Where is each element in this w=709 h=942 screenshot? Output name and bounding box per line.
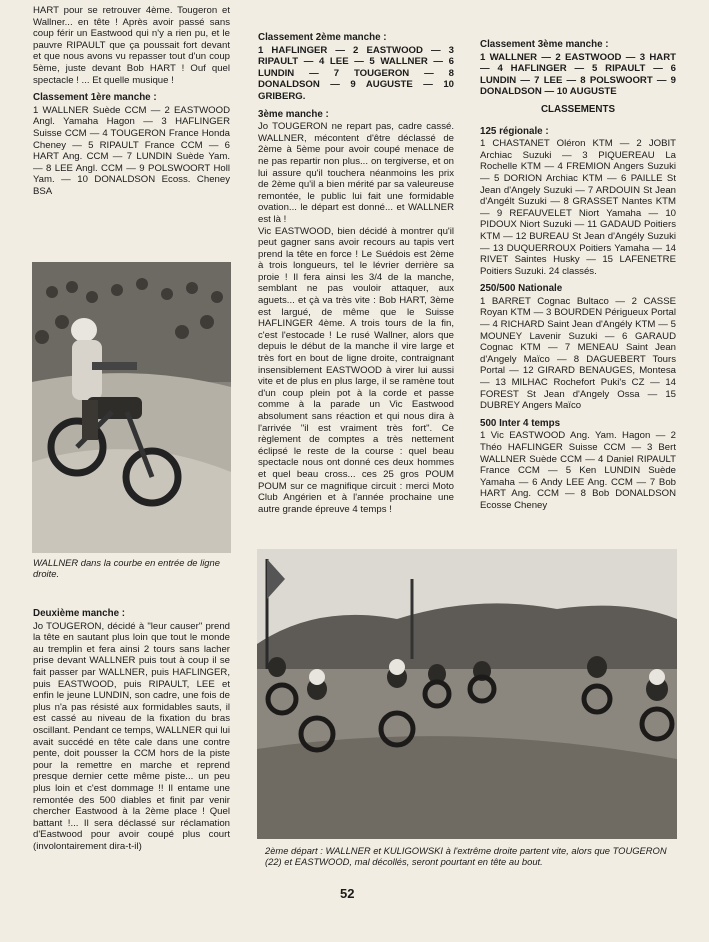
manche-2-title: Deuxième manche : — [33, 608, 126, 619]
classements-heading: CLASSEMENTS — [540, 103, 616, 115]
photo-start-illustration — [257, 549, 677, 839]
manche-2-text: Jo TOUGERON, décidé à "leur causer" prend la tête en sautant plus loin que tout le monde au tremplin et fera ainsi 2 tours sans lacher prise devant WALLNER puis tout à coup il se fait passer par WALLNER, puis HAFLINGER, puis EASTWOOD, puis RIPAULT, LEE et enfin le jeune LUNDIN, son cadre, une fois de plus n'a pas résisté aux formidables sauts, il est cassé au niveau de la fixation du bras oscillant. Pendant ce temps, WALLNER qui lui avait succédé en tête cale dans une contre pente, doit pousser la CCM hors de la piste pour la remettre en marche et reprend presque dernier cette même piste... un peu plus loin et c'est dommage !! Il entame une remontée des 500 diables et finit par venir chercher Eastwood à la 2ème place ! Quel battant !... Il sera déclassé sur réclamation d'Eastwood pour avoir coupé plus court (involontairement dira-t-il) — [33, 620, 230, 852]
page-number: 52 — [340, 886, 355, 901]
photo-1-caption: WALLNER dans la courbe en entrée de ligne droite. — [33, 557, 220, 579]
column-middle — [258, 28, 454, 521]
manche-3-paragraph-2: Vic EASTWOOD, bien décidé à montrer qu'il peut gagner sans avoir recours au tapis vert prend la tête en force ! Le Suédois est 2ème à trois longueurs, tel le lévrier derrière sa proie ! Il fera ainsi les 3/4 de la manche, semblant ne pas vouloir attaquer, aux aguets... et çà va très vite : Bob HART, 3ème est largué, de même que le Suisse HAFLINGER 4ème. A trois tours de la fin, c'est l'estocade ! Le rusé Wallner, alors que depuis le début de la manche il vire large et très fort en bout de ligne droite, contraignant insensiblement EASTWOOD à virer lui aussi vite et de plus en plus large, il se ramène tout d'un coup plein pot à la corde et passe comme à la parade un Vic Eastwood absolument sans réaction et qui nous dira à l'arrivée "il est vraiment très fort". Ce règlement de comptes a très nettement éclipsé le reste de la course : quel beau spectacle nous ont donné ces deux hommes et quel beau cross... ces 25 gros POUM POUM sur ce magnifique circuit : merci Moto Club Angérien et à l'année prochaine une autre grande épreuve 4 temps ! — [258, 225, 454, 515]
classement-1-title: Classement 1ère manche : — [33, 92, 157, 104]
classement-1-text: 1 WALLNER Suède CCM — 2 EASTWOOD Angl. Yamaha Hagon — 3 HAFLINGER Suisse CCM — 4 TOUGERON France Honda Cheney — 5 RIPAULT France CCM — 6 HART Ang. CCM — 7 LUNDIN Suède Yam. — 8 LEE Angl. CCM — 9 POLSWOORT Holl Yam. — 10 DONALDSON Ecoss. Cheney BSA — [33, 104, 230, 197]
column-left-top — [33, 5, 230, 204]
cat-250-500-results: 1 BARRET Cognac Bultaco — 2 CASSE Royan KTM — 3 BOURDEN Périgueux Portal — 4 RICHARD Saint Jean d'Angély KTM — 5 MOUNEY Lavenir Suzuki — 6 GARAUD Cognac KTM — 7 MENEAU Saint Jean d'Angely Maïco — 8 DAGUEBERT Tours Portal — 12 GIRARD BENAUGES, Montesa — 13 MILHAC Rochefort Puki's CZ — 14 FOREST St Jean d'Angely Ossa — 15 DUBREY Angers Maïco — [480, 295, 676, 412]
cat-500-inter-results: 1 Vic EASTWOOD Ang. Yam. Hagon — 2 Théo HAFLINGER Suisse CCM — 3 Bert WALLNER Suède CCM — 4 Daniel RIPAULT France CCM — 5 Ken LUNDIN Suède Yamaha — 6 Andy LEE Ang. CCM — 7 Bob HART Ang. CCM — 8 Bob DONALDSON Ecosse Cheney — [480, 430, 676, 511]
classement-3-text: 1 WALLNER — 2 EASTWOOD — 3 HART — 4 HAFLINGER — 5 RIPAULT — 6 LUNDIN — 7 LEE — 8 POLSWOORT — 9 DONALDSON — 10 AUGUSTE — [480, 51, 676, 98]
column-right — [480, 35, 676, 518]
classement-2-text: 1 HAFLINGER — 2 EASTWOOD — 3 RIPAULT — 4 LEE — 5 WALLNER — 6 LUNDIN — 7 TOUGERON — 8 DONALDSON — 9 AUGUSTE — 10 GRIBERG. — [258, 44, 454, 102]
cat-500-inter-title: 500 Inter 4 temps — [480, 417, 561, 429]
intro-paragraph: HART pour se retrouver 4ème. Tougeron et Wallner... en tête ! Après avoir passé sans coup férir un Eastwood qui n'y a rien pu, et le pauvre RIPAULT que ça poussait fort devant et que nous avons vu repasser tout d'un coup 5ème, juste devant Bob HART ! Ouf quel spectacle ! ... Et quelle musique ! — [33, 5, 230, 86]
classement-2-title: Classement 2ème manche : — [258, 32, 387, 43]
cat-125-results: 1 CHASTANET Oléron KTM — 2 JOBIT Archiac Suzuki — 3 PIQUEREAU La Rochelle KTM — 4 FREMION Angers Suzuki — 5 DORION Archiac KTM — 6 PAILLE St Jean d'Angely Suzuki — 7 ARDOUIN St Jean d'Angélt Suzuki — 8 GRASSET Nantes KTM — 9 REFAUVELET Niort Yamaha — 10 PIDOUX Niort Suzuki — 11 GADAUD Poitiers KTM — 12 BUREAU St Jean d'Angély Suzuki — 13 DUQUERROUX Poitiers Yamaha — 14 RIVET Saintes Husky — 15 LAFENETRE Poitiers Suzuki. 24 classés. — [480, 138, 676, 277]
photo-second-start — [257, 549, 677, 839]
photo-wallner-curve — [32, 262, 231, 553]
photo-wallner-illustration — [32, 262, 231, 553]
cat-125-title: 125 régionale : — [480, 125, 549, 137]
column-left-bottom — [33, 604, 230, 858]
photo-2-caption: 2ème départ : WALLNER et KULIGOWSKI à l'extrême droite partent vite, alors que TOUGERON (22) et EASTWOOD, mal décollés, seront pourtant en tête au bout. — [265, 845, 667, 867]
classement-3-title: Classement 3ème manche : — [480, 39, 609, 50]
manche-3-title: 3ème manche : — [258, 108, 329, 120]
manche-3-paragraph-1: Jo TOUGERON ne repart pas, cadre cassé. WALLNER, mécontent d'être déclassé de 2ème à 5ème pour avoir coupé menace de ne pas repartir non plus... on tergiverse, et on lui assure qu'il touchera néanmoins les prix de 2ème qu'il a bien mérité par sa valeureuse remontée, le public lui fait une formidable ovation... le départ est donné... et WALLNER est là ! — [258, 121, 454, 225]
cat-250-500-title: 250/500 Nationale — [480, 283, 563, 295]
